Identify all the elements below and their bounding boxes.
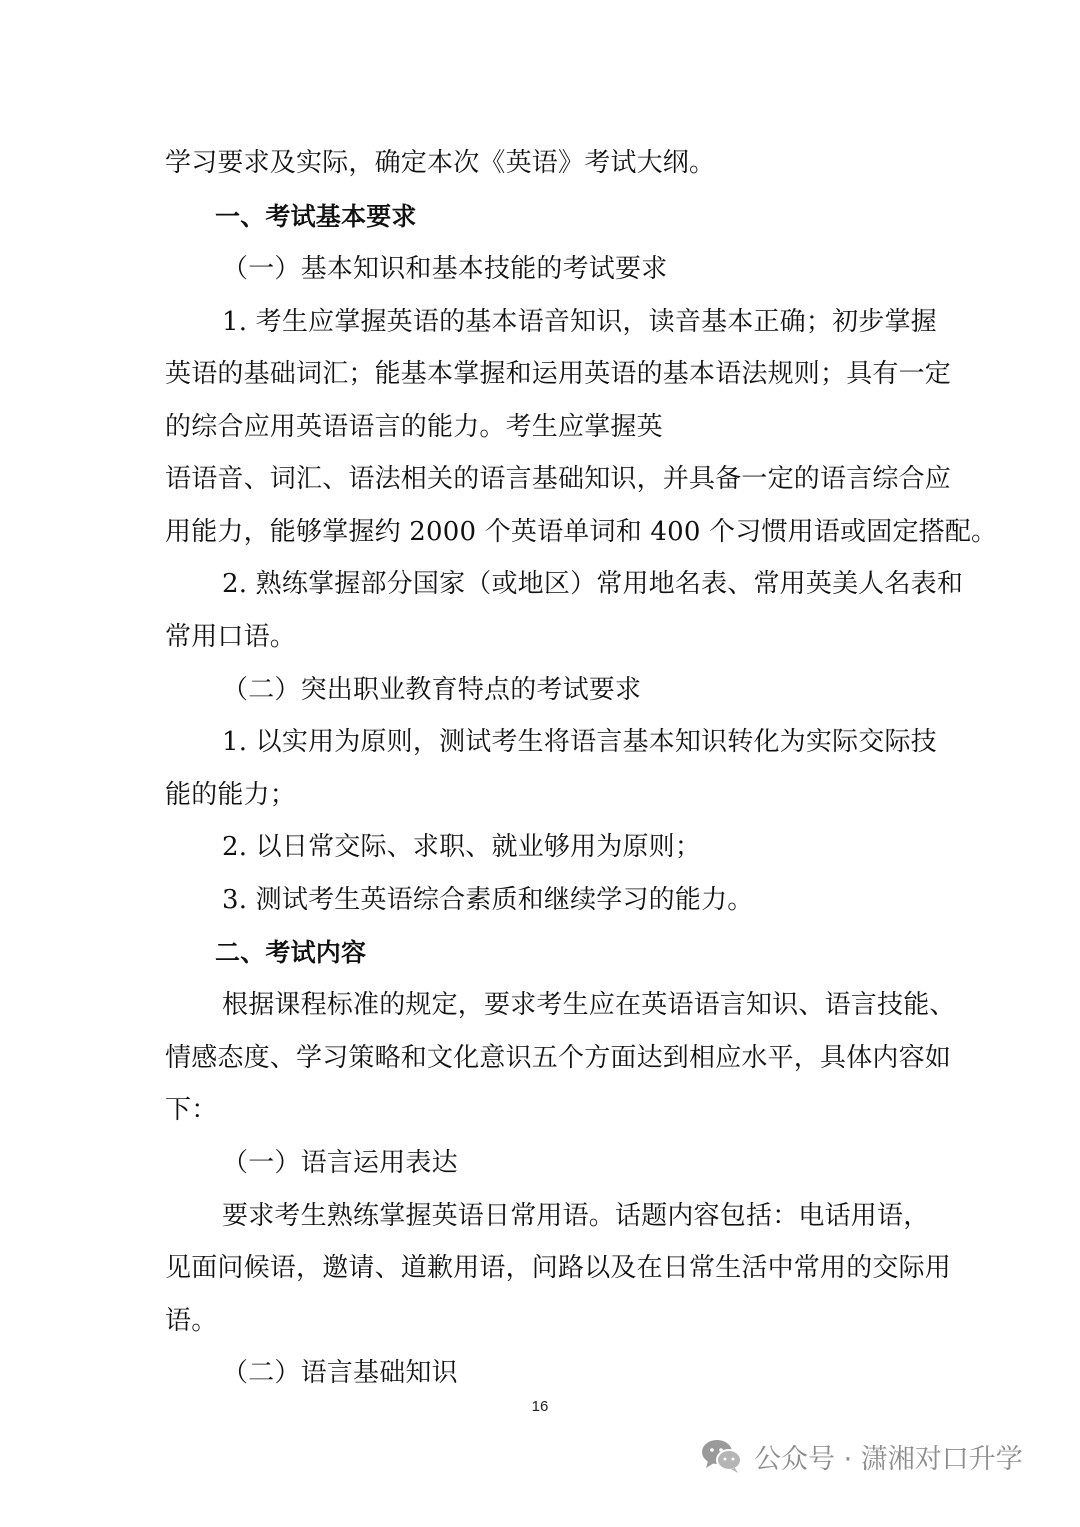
paragraph-line: 英语的基础词汇；能基本掌握和运用英语的基本语法规则；具有一定: [165, 359, 952, 389]
paragraph-line: 根据课程标准的规定，要求考生应在英语语言知识、语言技能、: [222, 990, 956, 1020]
subsection-heading: （一）语言运用表达: [222, 1148, 458, 1178]
paragraph-line: 1. 考生应掌握英语的基本语音知识，读音基本正确；初步掌握: [222, 307, 937, 337]
paragraph-line: 情感态度、学习策略和文化意识五个方面达到相应水平，具体内容如: [165, 1043, 952, 1073]
wechat-icon: [700, 1437, 744, 1475]
watermark: [700, 1432, 1023, 1480]
paragraph-line: 学习要求及实际，确定本次《英语》考试大纲。: [165, 148, 716, 178]
paragraph-line: 的综合应用英语语言的能力。考生应掌握英: [165, 412, 663, 442]
subsection-heading: （二）突出职业教育特点的考试要求: [222, 675, 642, 705]
paragraph-line: 能的能力；: [165, 780, 297, 810]
paragraph-line: 1. 以实用为原则，测试考生将语言基本知识转化为实际交际技: [222, 727, 937, 757]
section-heading: 二、考试内容: [215, 938, 367, 967]
paragraph-line: 3. 测试考生英语综合素质和继续学习的能力。: [222, 885, 754, 915]
page-number: 16: [531, 1398, 549, 1415]
paragraph-line: 用能力，能够掌握约 2000 个英语单词和 400 个习惯用语或固定搭配。: [165, 517, 998, 547]
paragraph-line: 常用口语。: [165, 622, 297, 652]
subsection-heading: （一）基本知识和基本技能的考试要求: [222, 254, 668, 284]
paragraph-line: 2. 以日常交际、求职、就业够用为原则；: [222, 832, 702, 862]
paragraph-line: 2. 熟练掌握部分国家（或地区）常用地名表、常用英美人名表和: [222, 569, 964, 599]
watermark-text: 公众号 · 潇湘对口升学: [754, 1443, 1023, 1475]
paragraph-line: 要求考生熟练掌握英语日常用语。话题内容包括：电话用语，: [222, 1201, 930, 1231]
paragraph-line: 语语音、词汇、语法相关的语言基础知识，并具备一定的语言综合应: [165, 464, 952, 494]
paragraph-line: 见面问候语，邀请、道歉用语，问路以及在日常生活中常用的交际用: [165, 1253, 952, 1283]
subsection-heading: （二）语言基础知识: [222, 1358, 458, 1388]
paragraph-line: 下：: [165, 1095, 218, 1125]
section-heading: 一、考试基本要求: [215, 202, 417, 231]
paragraph-line: 语。: [165, 1306, 218, 1336]
